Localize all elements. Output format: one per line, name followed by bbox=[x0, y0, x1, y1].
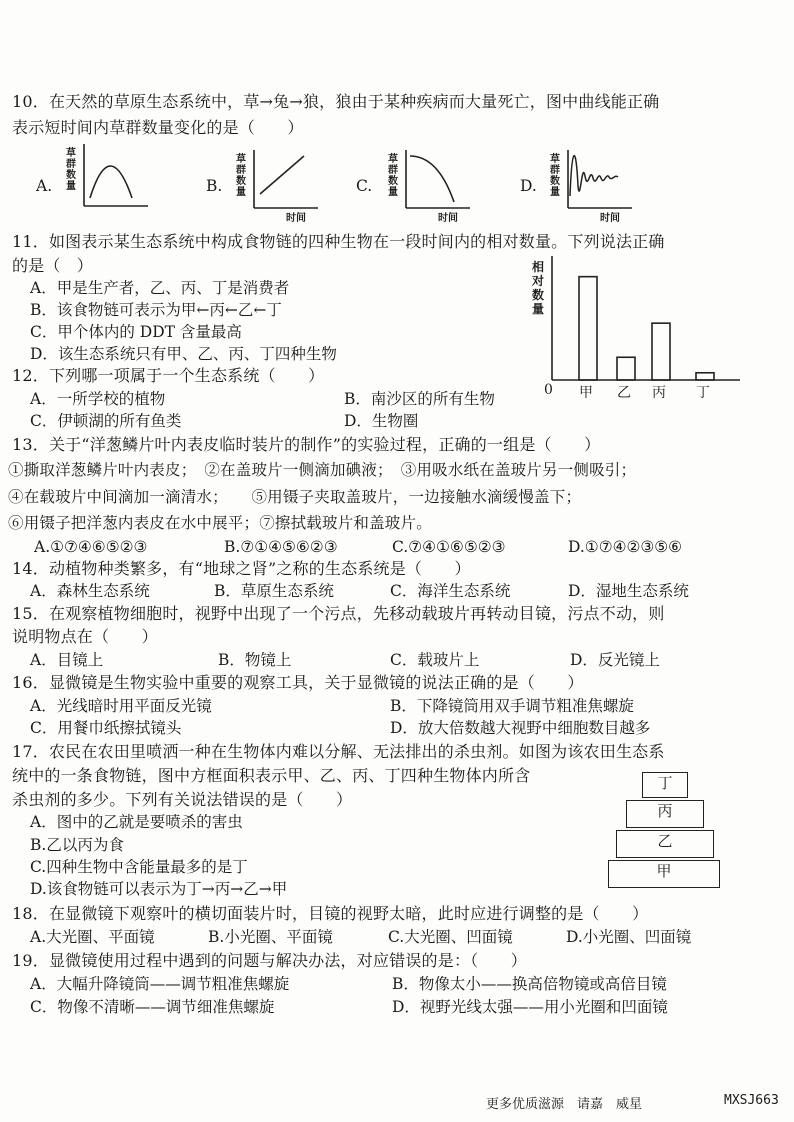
q18-option-d: D.小光圈、凹面镜 bbox=[566, 928, 692, 946]
pyramid-level-jia: 甲 bbox=[608, 860, 720, 888]
q15-option-d: D．反光镜上 bbox=[570, 651, 660, 669]
footer-text: 更多优质滋源 请嘉 威星 bbox=[486, 1097, 643, 1112]
bar-丙 bbox=[652, 323, 670, 380]
q14-option-c: C．海洋生态系统 bbox=[390, 582, 511, 600]
q19-option-d: D．视野光线太强——用小光圈和凹面镜 bbox=[392, 998, 668, 1016]
bar-乙 bbox=[617, 357, 635, 380]
q11-stem-line2: 的是（ ） bbox=[12, 256, 94, 275]
q11-chart-origin: 0 bbox=[544, 382, 553, 398]
q10-option-c-label: C. bbox=[356, 177, 373, 195]
q11-chart-cat-1: 甲 bbox=[579, 385, 593, 401]
q17-option-d: D.该食物链可以表示为丁→丙→乙→甲 bbox=[30, 880, 288, 898]
q17-option-a: A．图中的乙就是要喷杀的害虫 bbox=[30, 813, 243, 831]
q19-option-c: C．物像不清晰——调节细准焦螺旋 bbox=[30, 998, 275, 1016]
q10-graph-d bbox=[546, 146, 636, 226]
q10-option-b-label: B. bbox=[206, 177, 223, 195]
q18-option-b: B.小光圈、平面镜 bbox=[208, 928, 333, 946]
q14-stem: 14．动植物种类繁多，有“地球之肾”之称的生态系统是（ ） bbox=[12, 559, 471, 578]
q13-steps-line2: ④在载玻片中间滴加一滴清水； ⑤用镊子夹取盖玻片，一边接触水滴缓慢盖下； bbox=[8, 488, 582, 506]
bar-丁 bbox=[696, 373, 714, 380]
q10-graph-a-ylabel: 草群数量 bbox=[66, 148, 76, 192]
q15-stem-line2: 说明物点在（ ） bbox=[12, 627, 158, 646]
q11-option-d: D．该生态系统只有甲、乙、丙、丁四种生物 bbox=[30, 345, 337, 363]
q14-option-a: A．森林生态系统 bbox=[30, 582, 150, 600]
q10-option-d-label: D. bbox=[520, 177, 537, 195]
q16-stem: 16．显微镜是生物实验中重要的观察工具，关于显微镜的说法正确的是（ ） bbox=[12, 673, 584, 692]
q14-option-d: D．湿地生态系统 bbox=[568, 582, 689, 600]
q13-stem: 13．关于“洋葱鳞片叶内表皮临时装片的制作”的实验过程，正确的一组是（ ） bbox=[12, 435, 601, 454]
bar-甲 bbox=[579, 277, 597, 380]
q12-stem: 12．下列哪一项属于一个生态系统（ ） bbox=[12, 366, 325, 385]
q10-graph-b-xlabel: 时间 bbox=[286, 213, 306, 224]
q12-option-d: D．生物圈 bbox=[344, 412, 419, 430]
q18-option-c: C.大光圈、凹面镜 bbox=[388, 928, 513, 946]
q10-graph-c bbox=[384, 146, 474, 226]
q10-graph-b-ylabel: 草群数量 bbox=[236, 154, 246, 198]
q13-steps-line3: ⑥用镊子把洋葱内表皮在水中展平；⑦擦拭载玻片和盖玻片。 bbox=[8, 514, 432, 532]
q11-chart-cat-4: 丁 bbox=[696, 385, 710, 401]
q10-graph-a bbox=[62, 140, 152, 220]
q17-stem-line2: 统中的一条食物链，图中方框面积表示甲、乙、丙、丁四种生物体内所含 bbox=[12, 766, 531, 785]
pyramid-level-ding: 丁 bbox=[642, 772, 688, 798]
q11-option-a: A．甲是生产者，乙、丙、丁是消费者 bbox=[30, 279, 290, 297]
q12-option-b: B．南沙区的所有生物 bbox=[344, 390, 495, 408]
q10-stem-line2: 表示短时间内草群数量变化的是（ ） bbox=[12, 118, 304, 137]
q19-option-b: B．物像太小——换高倍物镜或高倍目镜 bbox=[392, 975, 667, 993]
q10-graph-b bbox=[232, 146, 322, 226]
q17-option-c: C.四种生物中含能量最多的是丁 bbox=[30, 858, 248, 876]
pyramid-level-yi: 乙 bbox=[616, 830, 714, 858]
q11-chart-cat-3: 丙 bbox=[652, 385, 666, 401]
q12-option-c: C．伊顿湖的所有鱼类 bbox=[30, 412, 182, 430]
q11-bar-chart-svg bbox=[530, 252, 750, 412]
q19-option-a: A．大幅升降镜筒——调节粗准焦螺旋 bbox=[30, 975, 290, 993]
q15-option-c: C．载玻片上 bbox=[390, 651, 480, 669]
q13-option-a: A.①⑦④⑥⑤②③ bbox=[34, 538, 148, 556]
q18-stem: 18．在显微镜下观察叶的横切面装片时，目镜的视野太暗，此时应进行调整的是（ ） bbox=[12, 904, 649, 923]
q13-option-d: D.①⑦④②③⑤⑥ bbox=[568, 538, 683, 556]
q17-stem-line3: 杀虫剂的多少。下列有关说法错误的是（ ） bbox=[12, 790, 353, 809]
q13-option-b: B.⑦①④⑤⑥②③ bbox=[224, 538, 338, 556]
q15-option-b: B．物镜上 bbox=[218, 651, 292, 669]
q12-option-a: A．一所学校的植物 bbox=[30, 390, 166, 408]
q11-option-c: C．甲个体内的 DDT 含量最高 bbox=[30, 323, 242, 341]
q16-option-d: D．放大倍数越大视野中细胞数目越多 bbox=[390, 719, 651, 737]
q16-option-c: C．用餐巾纸擦拭镜头 bbox=[30, 719, 182, 737]
q10-graph-d-ylabel: 草群数量 bbox=[550, 154, 560, 198]
q11-bar-chart bbox=[530, 252, 750, 412]
q13-option-c: C.⑦④①⑥⑤②③ bbox=[392, 538, 506, 556]
q11-chart-ylabel: 相对数量 bbox=[532, 260, 545, 316]
footer-code: MXSJ663 bbox=[724, 1093, 779, 1108]
q16-option-a: A．光线暗时用平面反光镜 bbox=[30, 697, 212, 715]
q14-option-b: B．草原生态系统 bbox=[214, 582, 334, 600]
q17-stem-line1: 17．农民在农田里喷洒一种在生物体内难以分解、无法排出的杀虫剂。如图为该农田生态系 bbox=[12, 742, 665, 761]
q10-graph-d-xlabel: 时间 bbox=[600, 213, 620, 224]
q17-option-b: B.乙以丙为食 bbox=[30, 836, 124, 854]
pyramid-level-bing: 丙 bbox=[626, 800, 704, 828]
q16-option-b: B．下降镜筒用双手调节粗准焦螺旋 bbox=[390, 697, 634, 715]
q10-stem-line1: 10．在天然的草原生态系统中，草→兔→狼，狼由于某种疾病而大量死亡，图中曲线能正确 bbox=[12, 92, 660, 111]
q13-steps-line1: ①撕取洋葱鳞片叶内表皮； ②在盖玻片一侧滴加碘液； ③用吸水纸在盖玻片另一侧吸引； bbox=[8, 461, 637, 479]
q10-option-a-label: A. bbox=[36, 177, 53, 195]
q11-option-b: B．该食物链可表示为甲←丙←乙←丁 bbox=[30, 301, 282, 319]
q18-option-a: A.大光圈、平面镜 bbox=[30, 928, 155, 946]
q10-graph-c-ylabel: 草群数量 bbox=[388, 154, 398, 198]
q15-stem-line1: 15．在观察植物细胞时，视野中出现了一个污点，先移动载玻片再转动目镜，污点不动，则 bbox=[12, 604, 665, 623]
q11-chart-cat-2: 乙 bbox=[617, 385, 631, 401]
q15-option-a: A．目镜上 bbox=[30, 651, 104, 669]
q10-graph-c-xlabel: 时间 bbox=[438, 213, 458, 224]
q19-stem: 19．显微镜使用过程中遇到的问题与解决办法，对应错误的是：（ ） bbox=[12, 951, 527, 970]
q11-stem-line1: 11．如图表示某生态系统中构成食物链的四种生物在一段时间内的相对数量。下列说法正确 bbox=[12, 232, 665, 251]
